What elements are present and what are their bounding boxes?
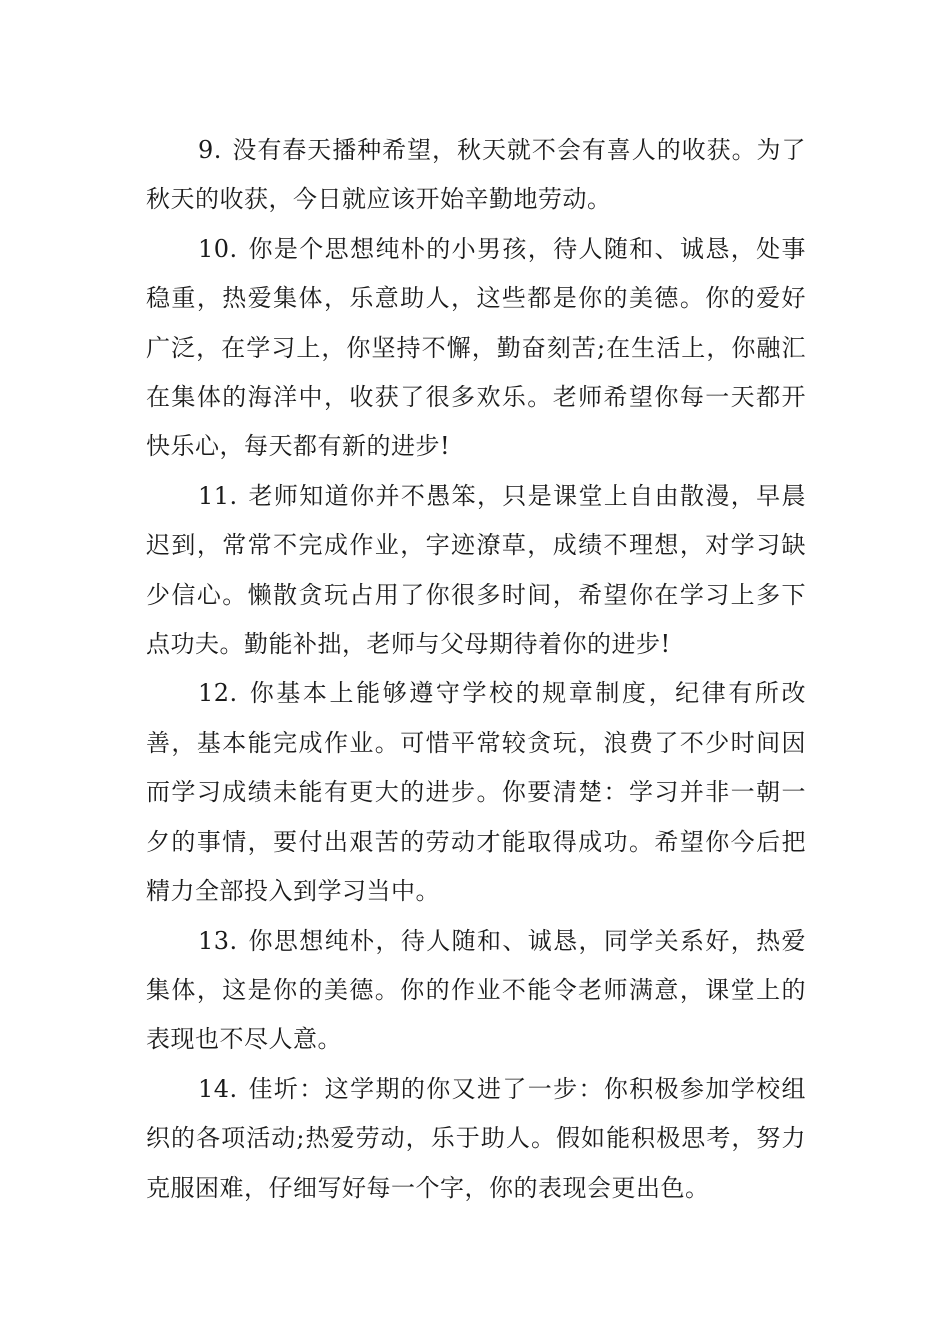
paragraph-number: 11. — [198, 481, 238, 510]
paragraph-text: 你基本上能够遵守学校的规章制度，纪律有所改善，基本能完成作业。可惜平常较贪玩，浪费了不少时间因而学习成绩未能有更大的进步。你要清楚：学习并非一朝一夕的事情，要付出艰苦的劳动才能取得成功。希望你今后把精力全部投入到学习当中。 — [146, 679, 806, 906]
paragraph-number: 14. — [198, 1074, 238, 1103]
paragraph-number: 12. — [198, 679, 238, 708]
comment-paragraph-10 — [146, 225, 806, 472]
comment-paragraph-14 — [146, 1065, 806, 1213]
paragraph-number: 9. — [198, 136, 222, 164]
document-body — [146, 126, 806, 1213]
paragraph-text: 没有春天播种希望，秋天就不会有喜人的收获。为了秋天的收获，今日就应该开始辛勤地劳动。 — [146, 136, 806, 214]
comment-paragraph-9 — [146, 126, 806, 225]
paragraph-text: 老师知道你并不愚笨，只是课堂上自由散漫，早晨迟到，常常不完成作业，字迹潦草，成绩不理想，对学习缺少信心。懒散贪玩占用了你很多时间，希望你在学习上多下点功夫。勤能补拙，老师与父母期待着你的进步! — [146, 481, 806, 659]
paragraph-number: 10. — [198, 234, 238, 263]
comment-paragraph-12 — [146, 669, 806, 916]
paragraph-number: 13. — [198, 926, 238, 955]
paragraph-text: 你是个思想纯朴的小男孩，待人随和、诚恳，处事稳重，热爱集体，乐意助人，这些都是你的美德。你的爱好广泛，在学习上，你坚持不懈，勤奋刻苦;在生活上，你融汇在集体的海洋中，收获了很多欢乐。老师希望你每一天都开快乐心，每天都有新的进步! — [146, 234, 806, 461]
comment-paragraph-11 — [146, 472, 806, 670]
comment-paragraph-13 — [146, 917, 806, 1065]
paragraph-text: 你思想纯朴，待人随和、诚恳，同学关系好，热爱集体，这是你的美德。你的作业不能令老师满意，课堂上的表现也不尽人意。 — [146, 926, 806, 1054]
paragraph-text: 佳圻：这学期的你又进了一步：你积极参加学校组织的各项活动;热爱劳动，乐于助人。假如能积极思考，努力克服困难，仔细写好每一个字，你的表现会更出色。 — [146, 1074, 806, 1202]
